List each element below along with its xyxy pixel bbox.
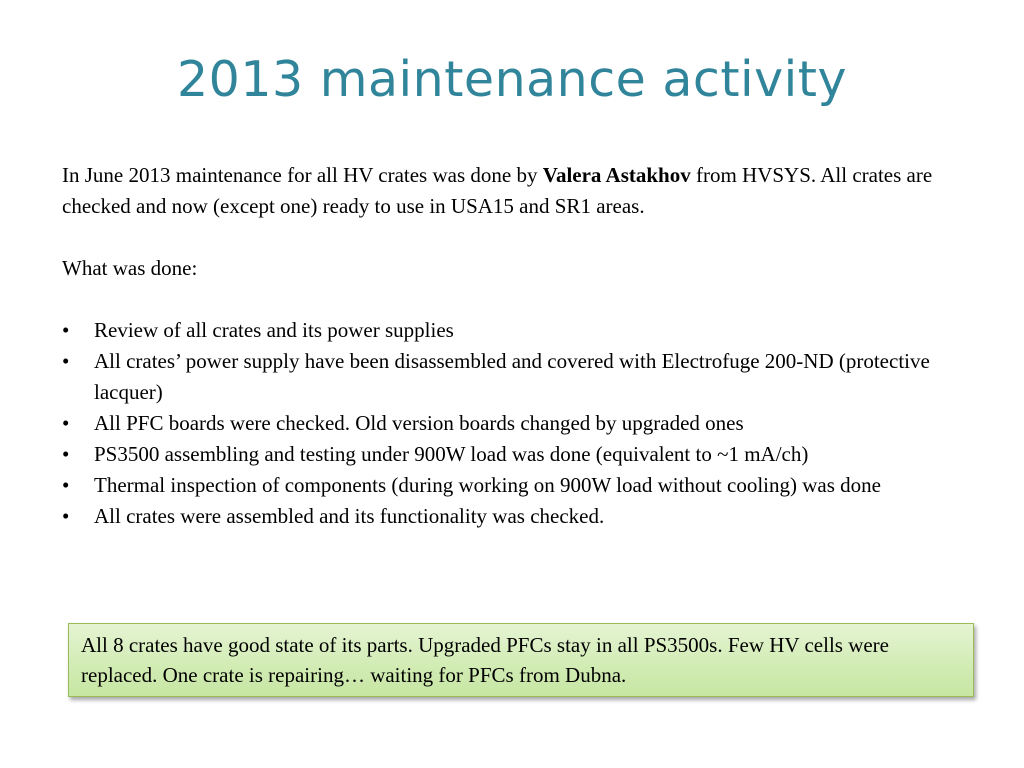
bullet-icon: • — [62, 318, 70, 342]
list-item — [62, 439, 972, 470]
slide-title: 2013 maintenance activity — [177, 51, 847, 108]
list-item-text: PS3500 assembling and testing under 900W load was done (equivalent to ~1 mA/ch) — [94, 442, 809, 466]
list-item-text: Thermal inspection of components (during working on 900W load without cooling) was done — [94, 473, 881, 497]
list-item — [62, 501, 972, 532]
list-item — [62, 408, 972, 439]
list-item-text: Review of all crates and its power supplies — [94, 318, 454, 342]
slide-body — [62, 160, 972, 532]
intro-paragraph — [62, 160, 972, 222]
intro-text-after: from HVSYS. All crates are checked and now (except one) ready to use in USA15 and SR1 areas. — [62, 163, 933, 218]
summary-box — [68, 623, 974, 697]
person-name: Valera Astakhov — [542, 163, 691, 187]
list-item-text: All crates were assembled and its functionality was checked. — [94, 504, 605, 528]
list-item — [62, 315, 972, 346]
summary-text: All 8 crates have good state of its parts. Upgraded PFCs stay in all PS3500s. Few HV cells were replaced. One crate is repairing… waiting for PFCs from Dubna. — [81, 633, 889, 687]
bullet-icon: • — [62, 473, 70, 497]
list-item-text: All PFC boards were checked. Old version boards changed by upgraded ones — [94, 411, 744, 435]
list-item — [62, 346, 972, 408]
bullet-icon: • — [62, 442, 70, 466]
what-done-heading: What was done: — [62, 256, 198, 280]
intro-text-before: In June 2013 maintenance for all HV crates was done by — [62, 163, 543, 187]
bullet-icon: • — [62, 504, 70, 528]
list-item-text: All crates’ power supply have been disassembled and covered with Electrofuge 200-ND (protective lacquer) — [94, 349, 930, 404]
list-item — [62, 470, 972, 501]
bullet-icon: • — [62, 349, 70, 373]
done-list — [62, 315, 972, 532]
bullet-icon: • — [62, 411, 70, 435]
